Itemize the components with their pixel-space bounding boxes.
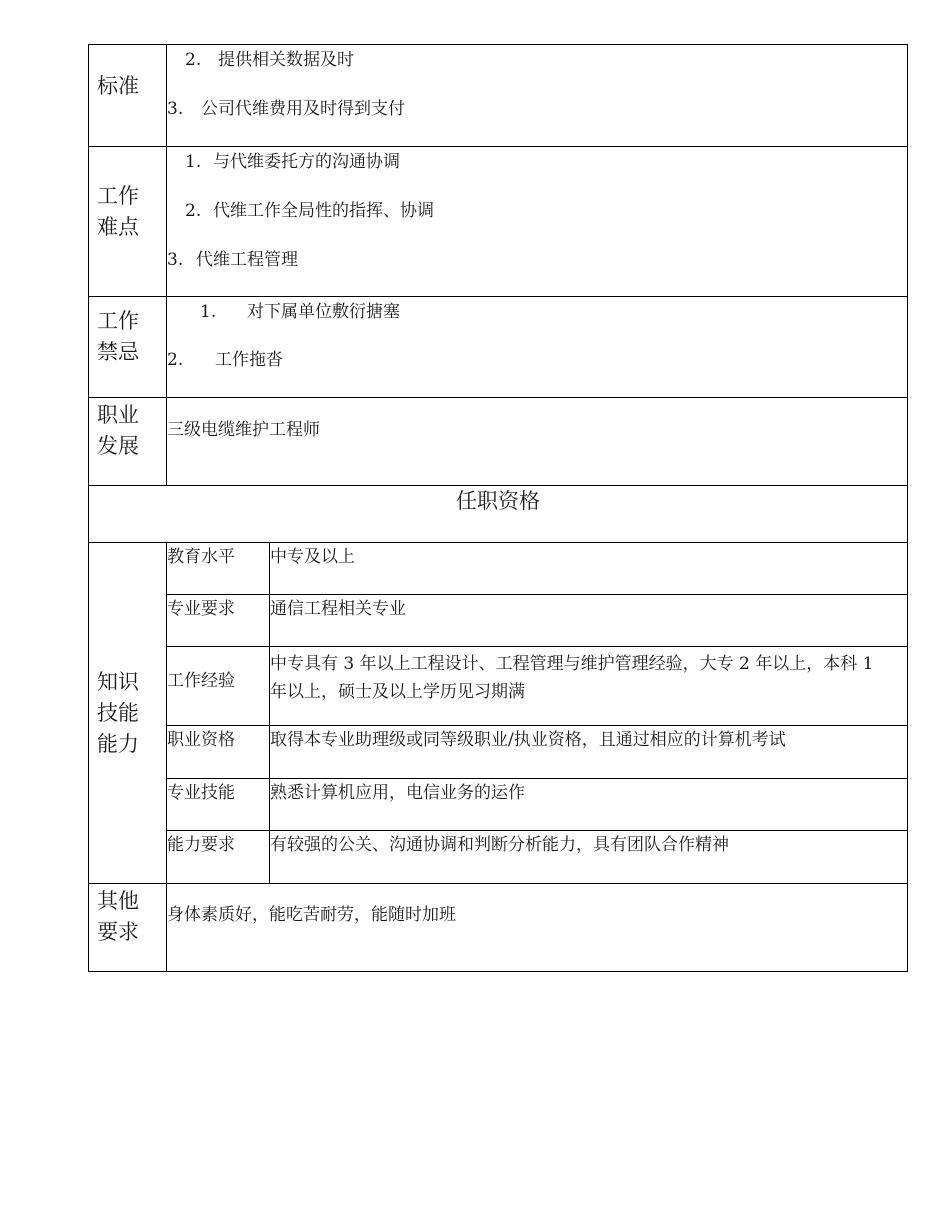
section-title: 任职资格 (89, 486, 908, 543)
label-other (89, 884, 167, 972)
content-standard (167, 45, 908, 147)
qual-label: 教育水平 (167, 543, 270, 595)
list-item: 2. 代维工作全局性的指挥、协调 (185, 201, 434, 221)
qual-value: 熟悉计算机应用，电信业务的运作 (270, 779, 908, 831)
label-taboo-text: 工作禁忌 (97, 309, 139, 364)
row-career (89, 398, 908, 486)
list-item: 2. 提供相关数据及时 (185, 50, 354, 70)
label-difficulty-text: 工作难点 (97, 184, 139, 239)
job-description-table (88, 44, 908, 972)
label-career (89, 398, 167, 486)
table-row (89, 831, 908, 884)
qual-value: 有较强的公关、沟通协调和判断分析能力，具有团队合作精神 (270, 831, 908, 884)
qual-value: 取得本专业助理级或同等级职业/执业资格，且通过相应的计算机考试 (270, 726, 908, 779)
content-taboo (167, 297, 908, 398)
table-row (89, 595, 908, 647)
table-row (89, 726, 908, 779)
qual-label: 专业要求 (167, 595, 270, 647)
qual-label: 能力要求 (167, 831, 270, 884)
content-career (167, 398, 908, 486)
qual-label: 工作经验 (167, 647, 270, 726)
table-row (89, 543, 908, 595)
list-item: 3. 代维工程管理 (167, 250, 298, 270)
label-standard (89, 45, 167, 147)
list-item: 1. 与代维委托方的沟通协调 (185, 152, 400, 172)
row-difficulty (89, 147, 908, 297)
list-item: 1. 对下属单位敷衍搪塞 (200, 302, 400, 322)
list-item: 3. 公司代维费用及时得到支付 (167, 99, 405, 119)
career-text: 三级电缆维护工程师 (167, 420, 320, 440)
qual-label: 专业技能 (167, 779, 270, 831)
label-knowledge (89, 543, 167, 884)
qual-value: 中专及以上 (270, 543, 908, 595)
row-standard (89, 45, 908, 147)
other-text: 身体素质好，能吃苦耐劳，能随时加班 (167, 905, 456, 925)
label-standard-text: 标准 (97, 74, 139, 98)
qual-label: 职业资格 (167, 726, 270, 779)
table-row (89, 779, 908, 831)
label-difficulty (89, 147, 167, 297)
row-other (89, 884, 908, 972)
row-qualification-title (89, 486, 908, 543)
qual-value: 中专具有 3 年以上工程设计、工程管理与维护管理经验，大专 2 年以上，本科 1 年以上，硕士及以上学历见习期满 (270, 647, 908, 726)
content-difficulty (167, 147, 908, 297)
row-taboo (89, 297, 908, 398)
table-row (89, 647, 908, 726)
label-knowledge-text: 知识技能能力 (97, 669, 139, 756)
label-taboo (89, 297, 167, 398)
content-other (167, 884, 908, 972)
qual-value: 通信工程相关专业 (270, 595, 908, 647)
list-item: 2. 工作拖沓 (167, 350, 283, 370)
label-career-text: 职业发展 (97, 403, 139, 458)
label-other-text: 其他要求 (97, 889, 139, 944)
